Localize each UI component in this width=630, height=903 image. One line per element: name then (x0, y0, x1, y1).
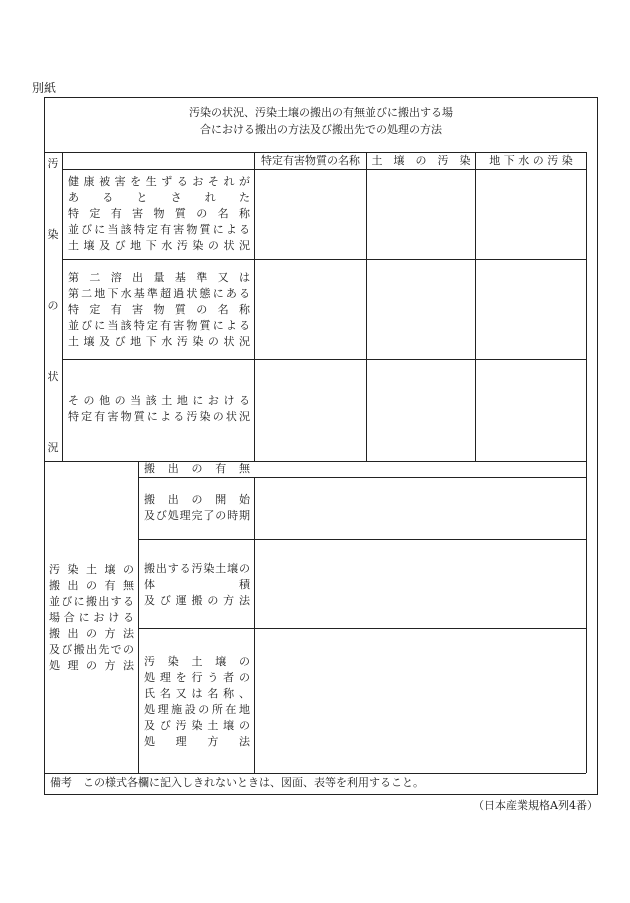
section1-side-char-1: 汚 (47, 157, 59, 170)
column-header-substance-name: 特定有害物質の名称 (261, 154, 360, 167)
row-label-volume-and-transport: 搬出する汚染土壌の 体 積 及び運搬の方法 (144, 562, 250, 607)
cell-removal-presence[interactable] (255, 462, 586, 477)
cell-r2-substance-name[interactable] (255, 260, 366, 359)
form-title-line-1: 汚染の状況、汚染土壌の搬出の有無並びに搬出する場 (189, 106, 453, 119)
cell-r3-substance-name[interactable] (255, 360, 366, 461)
row-label-health-hazard: 健康被害を生ずるおそれが あ る と さ れ た 特定有害物質の名称 並びに当該特定有害物質による 土壌及び地下水汚染の状況 (68, 175, 250, 252)
cell-r3-soil[interactable] (367, 360, 475, 461)
row-label-start-and-completion: 搬 出 の 開 始 及び処理完了の時期 (144, 493, 250, 522)
cell-r3-groundwater[interactable] (476, 360, 586, 461)
row-label-removal-presence: 搬 出 の 有 無 (144, 462, 250, 475)
section1-side-char-3: の (47, 299, 59, 312)
cell-r1-substance-name[interactable] (255, 170, 366, 259)
remarks-note: 備考 この様式各欄に記入しきれないときは、図面、表等を利用すること。 (50, 776, 424, 789)
row-label-treatment: 汚 染 土 壌 の 処理を行う者の 氏名又は名称、 処理施設の所在地 及び汚染土壌の 処 理 方 法 (144, 655, 250, 748)
cell-r2-soil[interactable] (367, 260, 475, 359)
column-header-soil-contamination: 土 壌 の 汚 染 (371, 154, 471, 167)
page-label: 別紙 (32, 81, 57, 95)
cell-start-and-completion[interactable] (255, 478, 586, 539)
section1-side-char-4: 状 (47, 370, 59, 383)
cell-volume-and-transport[interactable] (255, 540, 586, 628)
cell-treatment[interactable] (255, 629, 586, 773)
row-label-second-standard: 第二溶出量基準又は 第二地下水基準超過状態にある 特定有害物質の名称 並びに当該特定有害物質による 土壌及び地下水汚染の状況 (68, 271, 250, 348)
paper-size-note: （日本産業規格A列4番） (473, 799, 598, 812)
cell-r1-groundwater[interactable] (476, 170, 586, 259)
row-label-other-contamination: その他の当該土地における 特定有害物質による汚染の状況 (68, 394, 250, 423)
cell-r1-soil[interactable] (367, 170, 475, 259)
section1-side-char-2: 染 (47, 228, 59, 241)
section1-side-char-5: 況 (47, 441, 59, 454)
form-title-line-2: 合における搬出の方法及び搬出先での処理の方法 (200, 123, 442, 136)
column-header-groundwater-contamination: 地 下 水 の 汚 染 (489, 154, 573, 167)
cell-r2-groundwater[interactable] (476, 260, 586, 359)
section2-side-label: 汚染土壌の 搬出の有無 並びに搬出する 場合における 搬出の方法 及び搬出先での 処理の方法 (49, 563, 134, 672)
